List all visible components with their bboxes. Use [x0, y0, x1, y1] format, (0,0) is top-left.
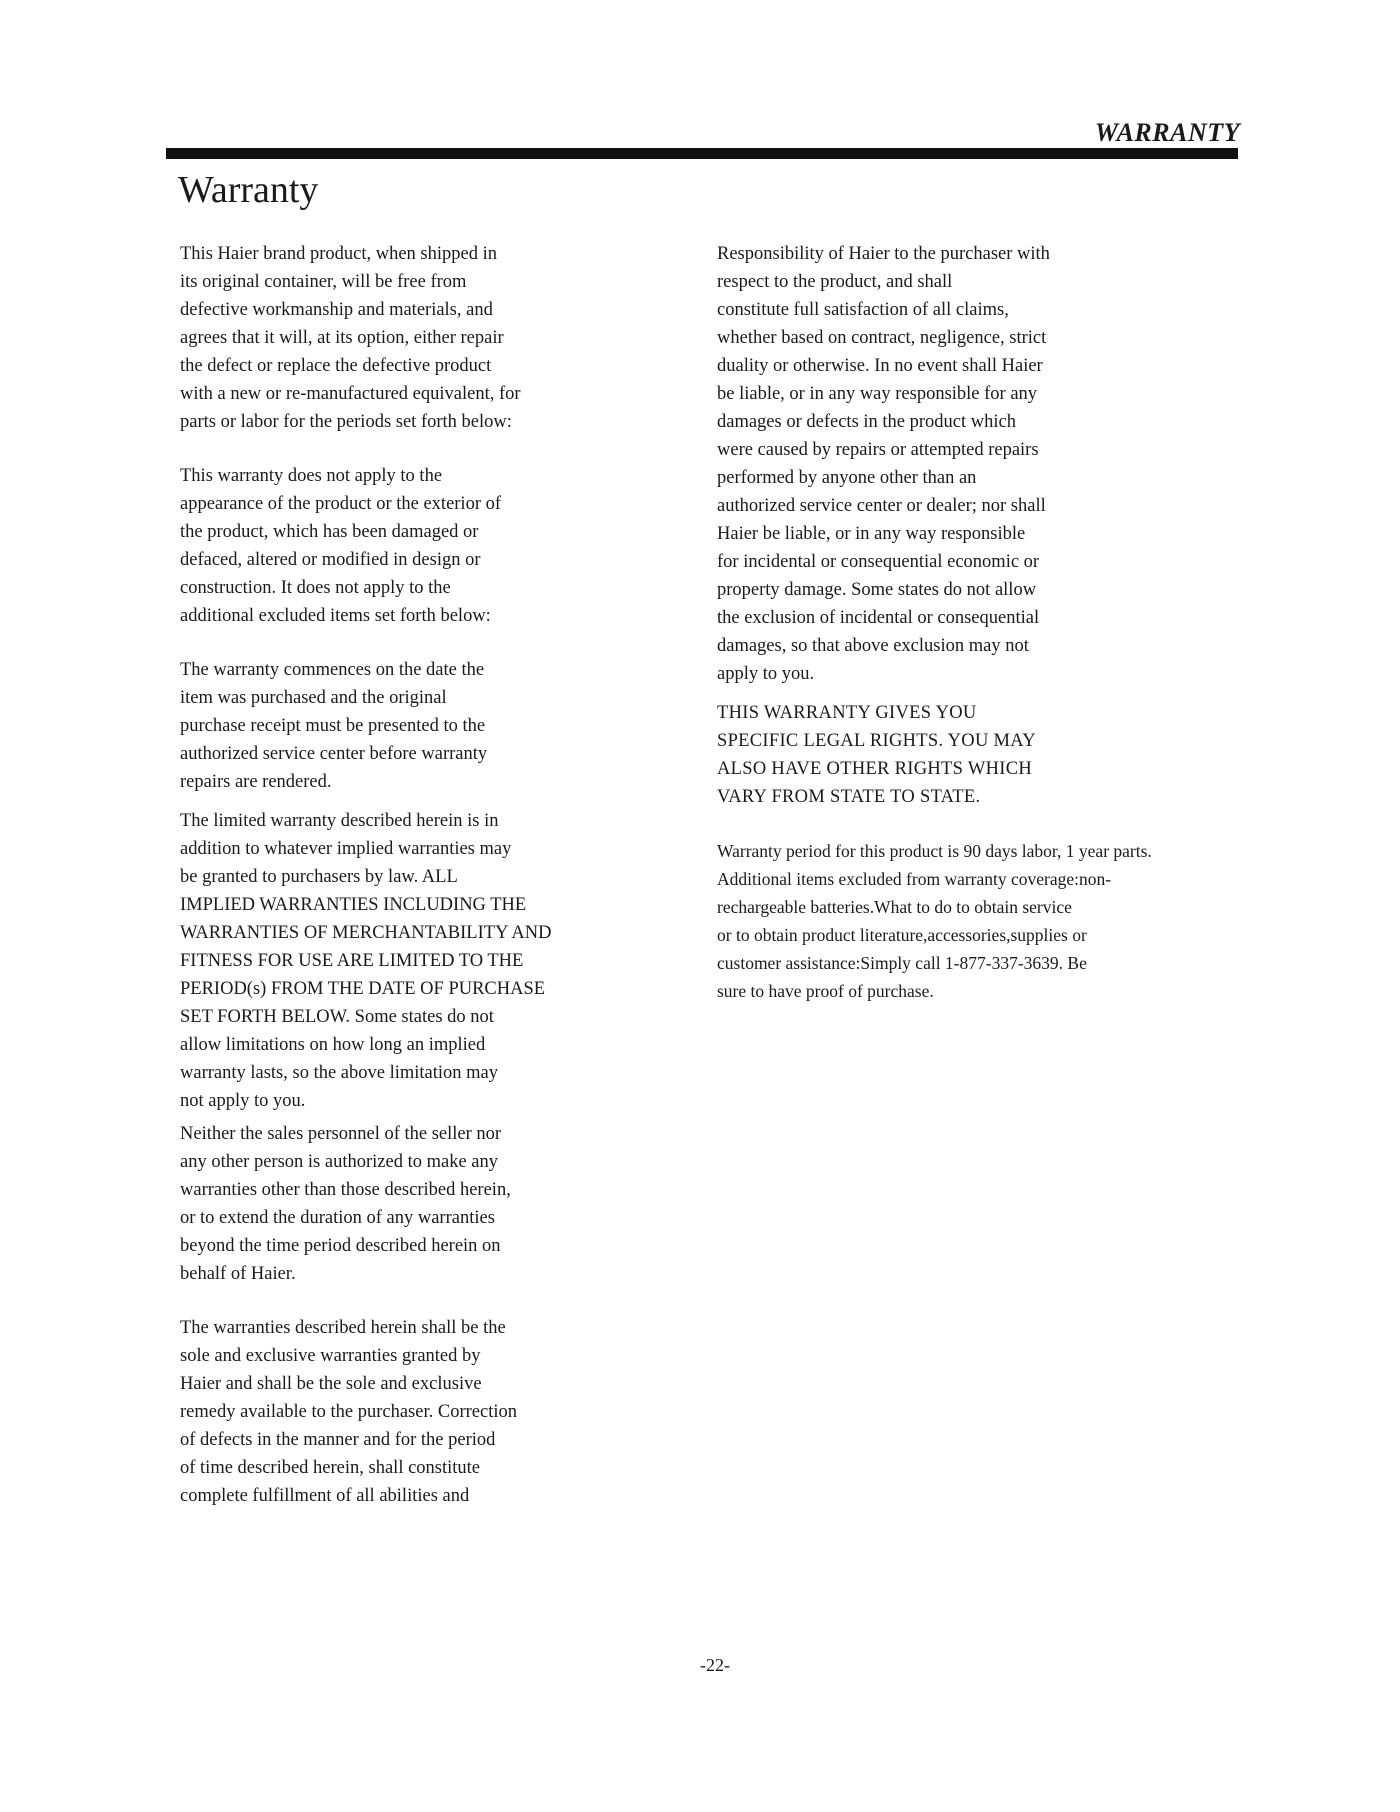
page-number: -22- — [700, 1655, 730, 1675]
paragraph-warranty-commencement: The warranty commences on the date the item was purchased and the original purchase receipt must be presented to the authorized service center before warranty repairs are rendered. — [180, 660, 488, 792]
paragraph-exclusive-warranties: The warranties described herein shall be the sole and exclusive warranties granted by Haier and shall be the sole and exclusive remedy available to the purchaser. Correction of defects in the manner and for the period of time described herein, shall constitute complete fulfillment of all abilities and — [180, 1318, 517, 1506]
paragraph-legal-rights: THIS WARRANTY GIVES YOU SPECIFIC LEGAL RIGHTS. YOU MAY ALSO HAVE OTHER RIGHTS WHICH VARY FROM STATE TO STATE. — [717, 703, 1036, 807]
right-column — [717, 240, 1207, 1005]
header-rule — [166, 148, 1238, 159]
left-column — [180, 240, 600, 1510]
paragraph-haier-responsibility: Responsibility of Haier to the purchaser with respect to the product, and shall constitute full satisfaction of all claims, whether based on contract, negligence, strict duality or otherwise. In no event shall Haier be liable, or in any way responsible for any damages or defects in the product which were caused by repairs or attempted repairs performed by anyone other than an authorized service center or dealer; nor shall Haier be liable, or in any way responsible for incidental or consequential economic or property damage. Some states do not allow the exclusion of incidental or consequential damages, so that above exclusion may not apply to you. — [717, 244, 1050, 684]
paragraph-sales-personnel: Neither the sales personnel of the seller nor any other person is authorized to make any warranties other than those described herein, or to extend the duration of any warranties beyond the time period described herein on behalf of Haier. — [180, 1124, 511, 1284]
paragraph-appearance-exclusion: This warranty does not apply to the appearance of the product or the exterior of the product, which has been damaged or defaced, altered or modified in design or construction. It does not apply to the additional excluded items set forth below: — [180, 466, 502, 626]
section-header-label: WARRANTY — [1094, 118, 1240, 147]
paragraph-warranty-period: Warranty period for this product is 90 days labor, 1 year parts. Additional items excluded from warranty coverage:non- rechargeable batteries.What to do to obtain service or to obtain product literature,accessories,supplies or customer assistance:Simply call 1-877-337-3639. Be sure to have proof of purchase. — [717, 841, 1152, 1001]
paragraph-warranty-coverage: This Haier brand product, when shipped in its original container, will be free from defective workmanship and materials, and agrees that it will, at its option, either repair the defect or replace the defective product with a new or re-manufactured equivalent, for parts or labor for the periods set forth below: — [180, 244, 521, 432]
page-title: Warranty — [178, 169, 319, 211]
paragraph-implied-warranties: The limited warranty described herein is in addition to whatever implied warranties may be granted to purchasers by law. ALL IMPLIED WARRANTIES INCLUDING THE WARRANTIES OF MERCHANTABILITY AND FITNESS FOR USE ARE LIMITED TO THE PERIOD(s) FROM THE DATE OF PURCHASE SET FORTH BELOW. Some states do not allow limitations on how long an implied warranty lasts, so the above limitation may not apply to you. — [180, 811, 552, 1111]
